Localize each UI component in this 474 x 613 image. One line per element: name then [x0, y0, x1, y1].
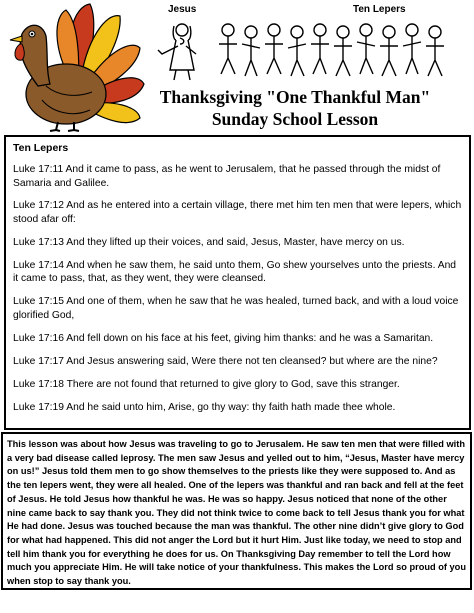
- jesus-label: Jesus: [168, 4, 197, 15]
- page-title: [150, 86, 440, 130]
- stick-figures-illustration: [150, 14, 474, 84]
- verse-luke-17-13: Luke 17:13 And they lifted up their voices, and said, Jesus, Master, have mercy on us.: [13, 236, 405, 248]
- verse-luke-17-17: Luke 17:17 And Jesus answering said, Were there not ten cleansed? but where are the nine?: [13, 355, 438, 367]
- ten-lepers-label: Ten Lepers: [353, 4, 406, 15]
- verse-luke-17-18: Luke 17:18 There are not found that returned to give glory to God, save this stranger.: [13, 378, 400, 390]
- verse-luke-17-14: Luke 17:14 And when he saw them, he said unto them, Go shew yourselves unto the priests. And it came to pass, that, as they went, they were cleansed.: [13, 259, 457, 285]
- title-line-2: Sunday School Lesson: [211, 109, 379, 129]
- turkey-illustration: [2, 0, 150, 132]
- scripture-heading: Ten Lepers: [13, 142, 69, 154]
- verse-luke-17-19: Luke 17:19 And he said unto him, Arise, go thy way: thy faith hath made thee whole.: [13, 401, 396, 413]
- title-line-1: Thanksgiving "One Thankful Man": [159, 87, 431, 107]
- header: [0, 0, 474, 136]
- lesson-summary-box: [1, 432, 472, 590]
- scripture-box: [4, 135, 471, 430]
- verse-luke-17-15: Luke 17:15 And one of them, when he saw that he was healed, turned back, and with a loud voice glorified God,: [13, 296, 459, 321]
- lesson-summary-text: This lesson was about how Jesus was traveling to go to Jerusalem. He saw ten men that were filled with a very bad disease called leprosy. The men saw Jesus and yelled out to him, “Jesus, Master have mercy on us!” Jesus told them men to go show themselves to the priests like they were supposed to. And as the ten lepers went, they were all healed. One of the lepers was thankful and ran back and fell at the feet of Jesus. He told Jesus how thankful he was. He was so happy. Jesus noticed that none of the other nine came back to say thank you. They did not think twice to come back to tell Jesus thank you for what He had done. Jesus was touched because the man was thankful. The other nine didn’t give glory to God for what had happened. This did not anger the Lord but it hurt Him. Just like today, we need to stop and tell him thank you for everything he does for us. On Thanksgiving Day remember to tell the Lord how much you appreciate Him. He will take notice of your thankfulness. This makes the Lord so proud of you when stop to say thank you.: [7, 439, 466, 587]
- verse-luke-17-12: Luke 17:12 And as he entered into a certain village, there met him ten men that were lepers, which stood afar off:: [13, 200, 462, 226]
- verse-luke-17-11: Luke 17:11 And it came to pass, as he went to Jerusalem, that he passed through the midst of Samaria and Galilee.: [13, 164, 441, 189]
- verse-luke-17-16: Luke 17:16 And fell down on his face at his feet, giving him thanks: and he was a Samaritan.: [13, 332, 434, 344]
